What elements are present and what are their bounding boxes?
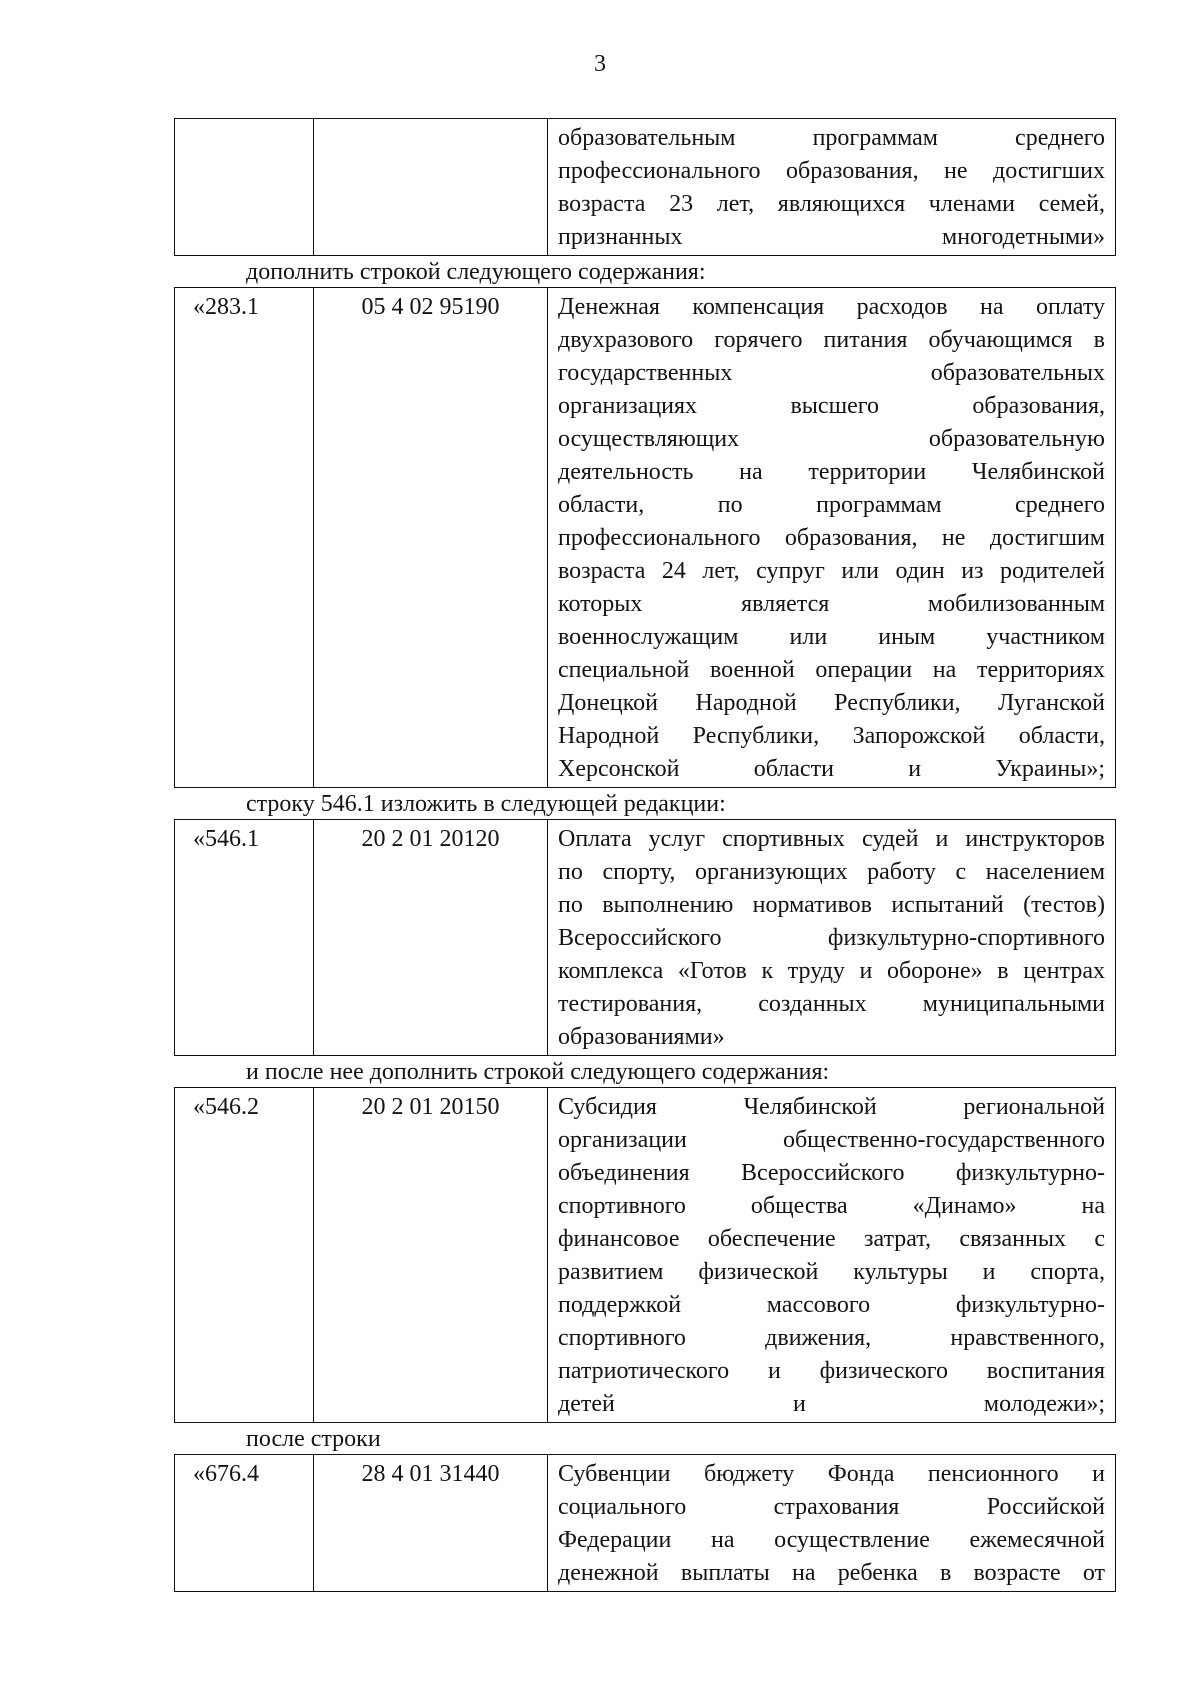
description-line: патриотического и физического воспитания (558, 1358, 1105, 1384)
budget-code-cell: 20 2 01 20150 (314, 1088, 548, 1423)
description-line: финансовое обеспечение затрат, связанных с (558, 1226, 1105, 1252)
table-fragment (174, 819, 1116, 1056)
table-fragment (174, 287, 1116, 788)
description-line: по выполнению нормативов испытаний (тестов) (558, 892, 1105, 918)
instruction-text: строку 546.1 изложить в следующей редакции: (246, 791, 726, 817)
description-line: организации общественно-государственного (558, 1127, 1105, 1153)
table-fragment (174, 118, 1116, 256)
description-line: государственных образовательных (558, 360, 1105, 386)
description-line: Денежная компенсация расходов на оплату (558, 294, 1105, 320)
description-line: Федерации на осуществление ежемесячной (558, 1527, 1105, 1553)
description-line: по спорту, организующих работу с населением (558, 859, 1105, 885)
description-line: тестирования, созданных муниципальными (558, 991, 1105, 1017)
description-cell (548, 1455, 1116, 1592)
description-line: области, по программам среднего (558, 492, 1105, 518)
description-line: специальной военной операции на территориях (558, 657, 1105, 683)
table-row (175, 288, 1116, 788)
budget-code-cell (314, 119, 548, 256)
description-cell (548, 288, 1116, 788)
description-line: возраста 24 лет, супруг или один из родителей (558, 558, 1105, 584)
description-line: которых является мобилизованным (558, 591, 1105, 617)
budget-code-cell: 05 4 02 95190 (314, 288, 548, 788)
description-line: возраста 23 лет, являющихся членами семей, (558, 191, 1105, 217)
instruction-text: после строки (246, 1426, 381, 1452)
page-number: 3 (594, 51, 606, 77)
description-line: профессионального образования, не достигших (558, 158, 1105, 184)
row-number-cell: «283.1 (175, 288, 314, 788)
description-line: спортивного движения, нравственного, (558, 1325, 1105, 1351)
description-line: развитием физической культуры и спорта, (558, 1259, 1105, 1285)
description-line: денежной выплаты на ребенка в возрасте от (558, 1560, 1105, 1586)
description-line: социального страхования Российской (558, 1494, 1105, 1520)
description-line: образовательным программам среднего (558, 125, 1105, 151)
description-line: организациях высшего образования, (558, 393, 1105, 419)
description-cell (548, 820, 1116, 1056)
description-cell (548, 119, 1116, 256)
description-line: профессионального образования, не достигшим (558, 525, 1105, 551)
row-number-cell (175, 119, 314, 256)
table-row (175, 820, 1116, 1056)
row-number-cell: «676.4 (175, 1455, 314, 1592)
description-line: Субсидия Челябинской региональной (558, 1094, 1105, 1120)
description-line: объединения Всероссийского физкультурно- (558, 1160, 1105, 1186)
description-line: Оплата услуг спортивных судей и инструкторов (558, 826, 1105, 852)
description-cell (548, 1088, 1116, 1423)
description-line: поддержкой массового физкультурно- (558, 1292, 1105, 1318)
description-line: военнослужащим или иным участником (558, 624, 1105, 650)
description-line: деятельность на территории Челябинской (558, 459, 1105, 485)
description-line: Херсонской области и Украины»; (558, 756, 1105, 782)
budget-code-cell: 20 2 01 20120 (314, 820, 548, 1056)
description-line: спортивного общества «Динамо» на (558, 1193, 1105, 1219)
table-row (175, 1455, 1116, 1592)
description-line: детей и молодежи»; (558, 1391, 1105, 1417)
table-row (175, 119, 1116, 256)
description-line: осуществляющих образовательную (558, 426, 1105, 452)
description-line: признанных многодетными» (558, 224, 1105, 250)
instruction-text: и после нее дополнить строкой следующего содержания: (246, 1059, 830, 1085)
table-row (175, 1088, 1116, 1423)
row-number-cell: «546.1 (175, 820, 314, 1056)
description-line: Всероссийского физкультурно-спортивного (558, 925, 1105, 951)
instruction-text: дополнить строкой следующего содержания: (246, 259, 706, 285)
description-line: Донецкой Народной Республики, Луганской (558, 690, 1105, 716)
budget-code-cell: 28 4 01 31440 (314, 1455, 548, 1592)
document-body (174, 118, 1116, 1592)
description-line: образованиями» (558, 1024, 725, 1050)
table-fragment (174, 1454, 1116, 1592)
row-number-cell: «546.2 (175, 1088, 314, 1423)
description-line: комплекса «Готов к труду и обороне» в центрах (558, 958, 1105, 984)
description-line: двухразового горячего питания обучающимся в (558, 327, 1105, 353)
description-line: Субвенции бюджету Фонда пенсионного и (558, 1461, 1105, 1487)
description-line: Народной Республики, Запорожской области, (558, 723, 1105, 749)
table-fragment (174, 1087, 1116, 1423)
